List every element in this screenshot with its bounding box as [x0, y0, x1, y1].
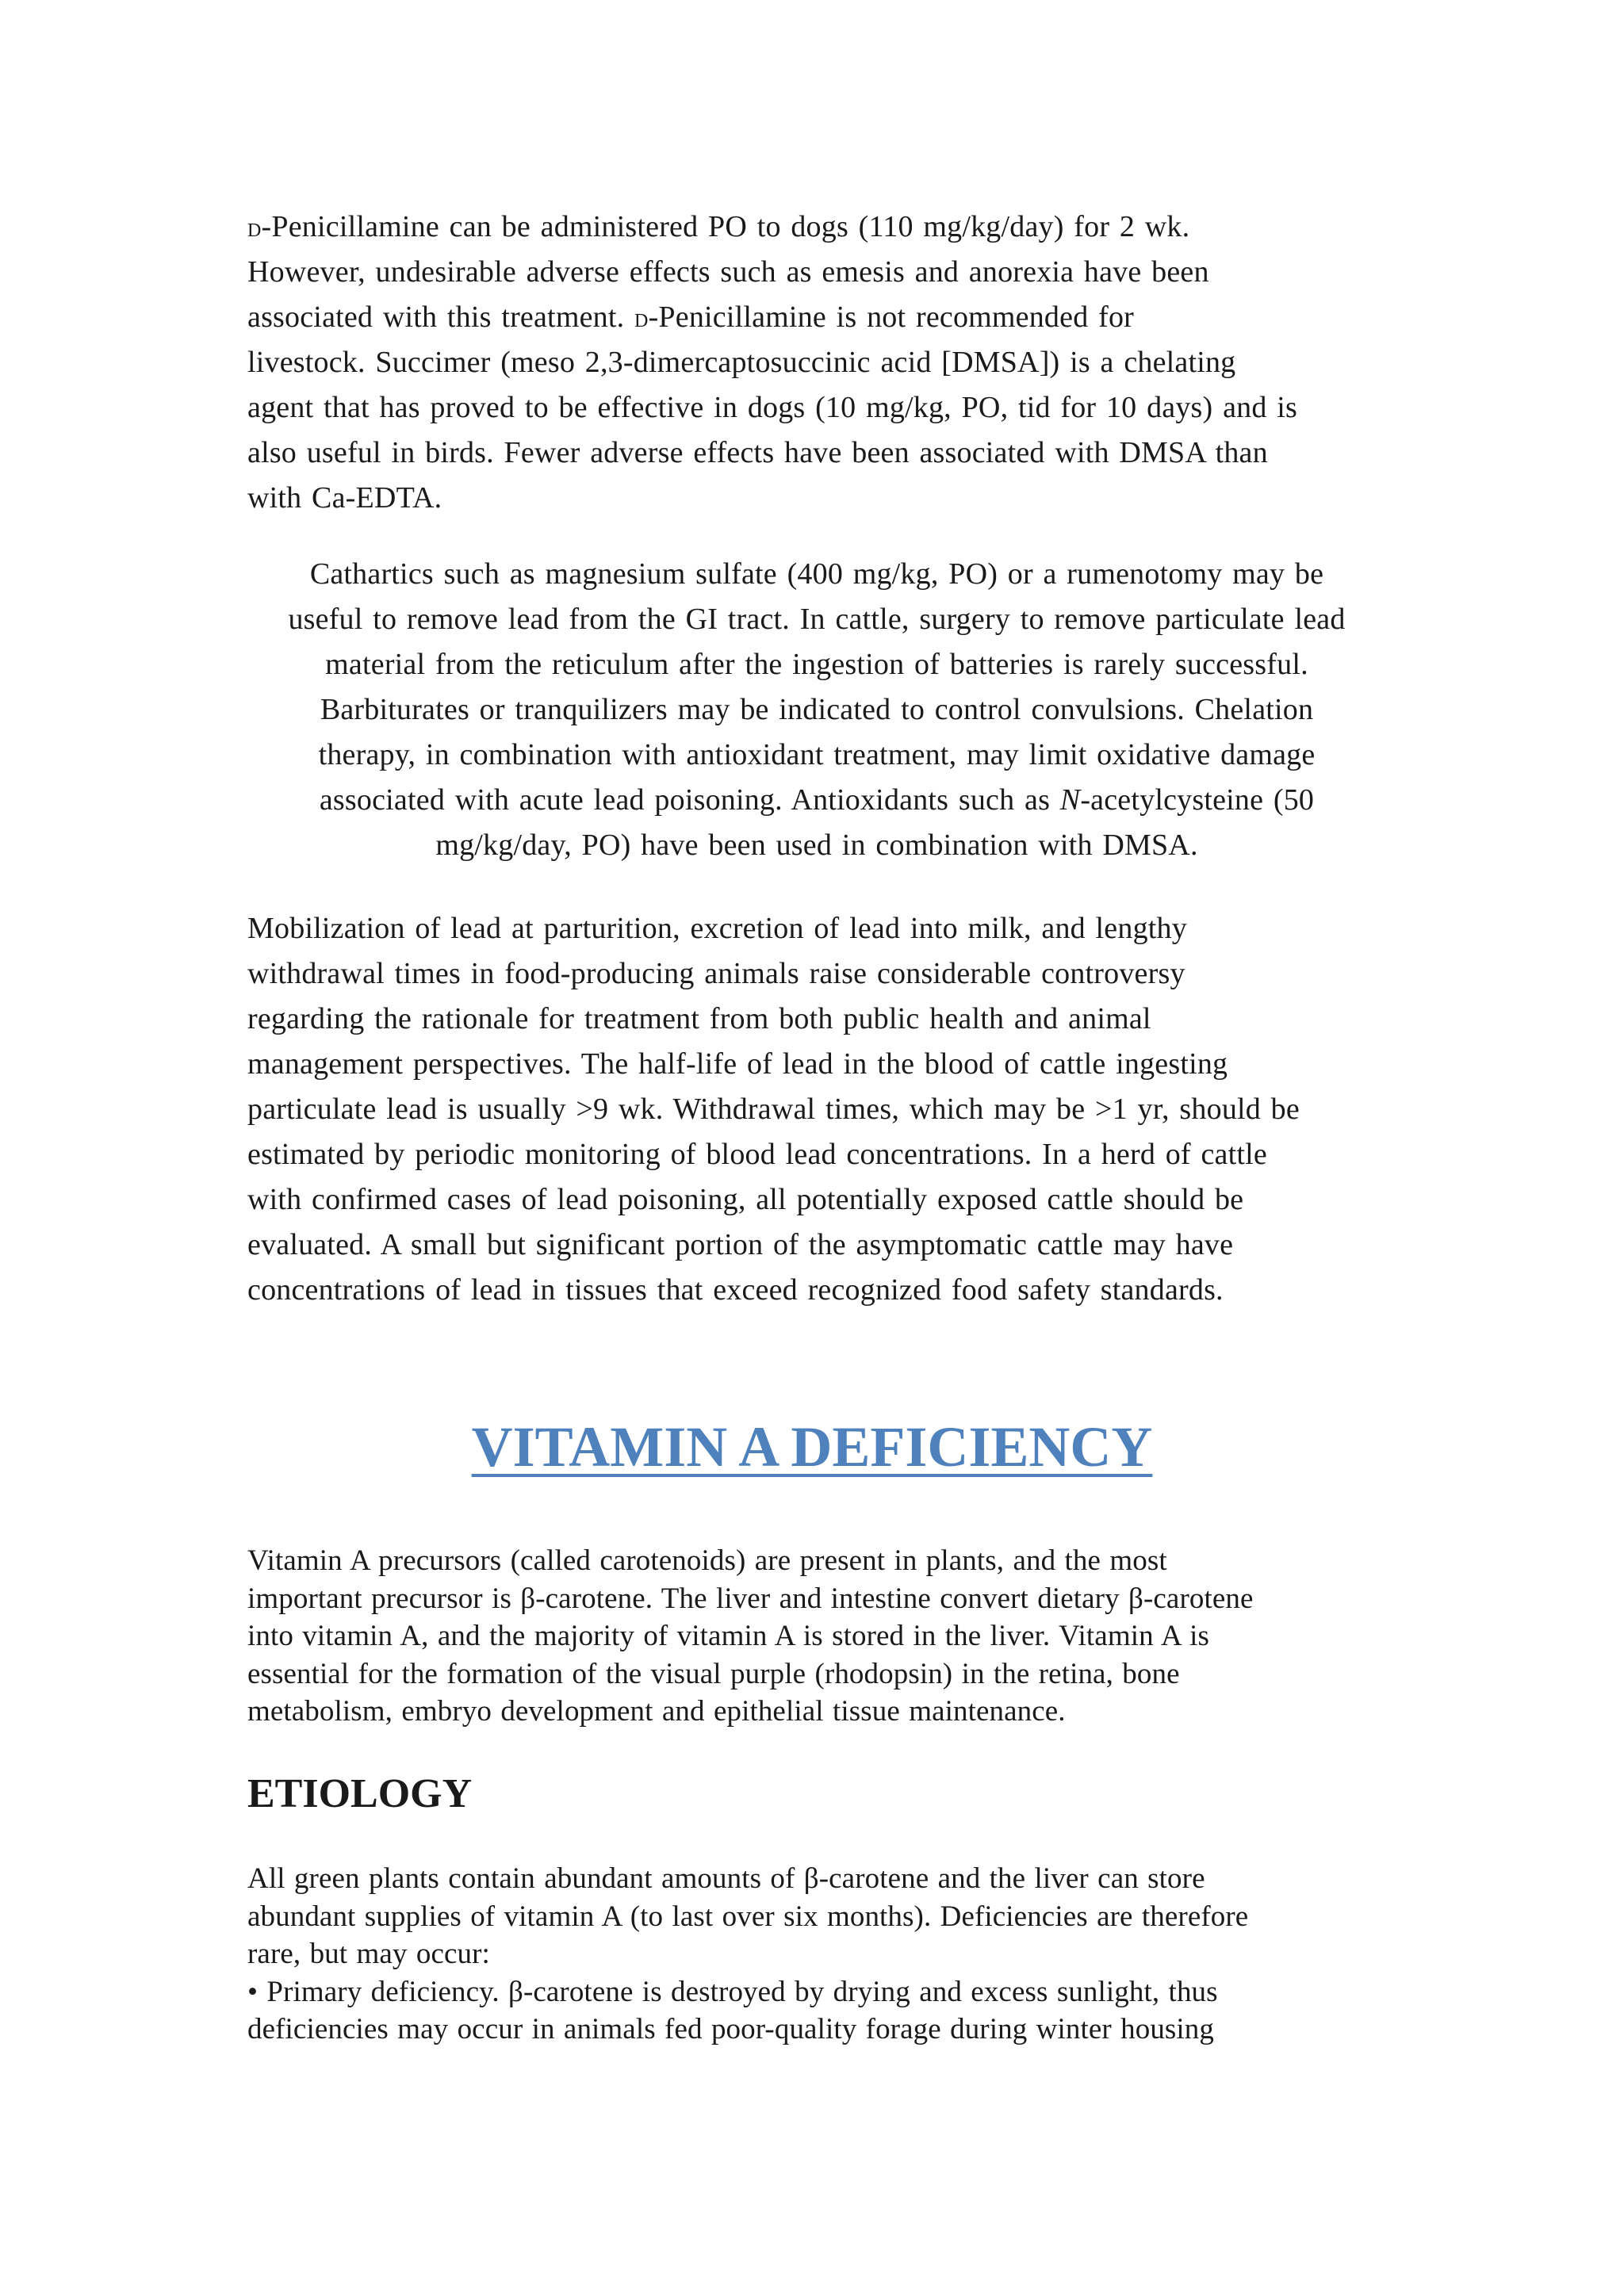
section-title: VITAMIN A DEFICIENCY — [471, 1415, 1153, 1479]
text-run: -Penicillamine can be administered PO to dogs (110 mg/kg/day) for 2 wk. — [261, 210, 1190, 243]
text-line: agent that has proved to be effective in dogs (10 mg/kg, PO, tid for 10 days) and is — [247, 391, 1298, 424]
text-line: also useful in birds. Fewer adverse effects have been associated with DMSA than — [247, 436, 1268, 469]
text-line: important precursor is β-carotene. The liver and intestine convert dietary β-carotene — [247, 1582, 1254, 1615]
text-run: -acetylcysteine (50 — [1080, 783, 1315, 817]
text-line: essential for the formation of the visual purple (rhodopsin) in the retina, bone — [247, 1657, 1180, 1690]
text-line: concentrations of lead in tissues that exceed recognized food safety standards. — [247, 1273, 1224, 1307]
text-line: useful to remove lead from the GI tract. In cattle, surgery to remove particulate lead — [288, 603, 1346, 636]
text-line: However, undesirable adverse effects such as emesis and anorexia have been — [247, 255, 1209, 289]
text-line: material from the reticulum after the ingestion of batteries is rarely successful. — [325, 648, 1308, 681]
text-line: into vitamin A, and the majority of vitamin A is stored in the liver. Vitamin A is — [247, 1620, 1209, 1652]
italic-letter: N — [1059, 783, 1081, 817]
text-line: Mobilization of lead at parturition, excretion of lead into milk, and lengthy — [247, 912, 1187, 945]
paragraph-etiology — [247, 1860, 1397, 2049]
text-line: with Ca-EDTA. — [247, 481, 442, 515]
paragraph-penicillamine — [247, 205, 1389, 521]
text-line: deficiencies may occur in animals fed poor-quality forage during winter housing — [247, 2013, 1214, 2045]
text-line: livestock. Succimer (meso 2,3-dimercaptosuccinic acid [DMSA]) is a chelating — [247, 346, 1236, 379]
text-run: associated with this treatment. — [247, 300, 635, 334]
paragraph-vitamin-a-intro — [247, 1542, 1397, 1731]
text-run: -Penicillamine is not recommended for — [648, 300, 1135, 334]
small-caps-prefix: d — [634, 302, 649, 333]
text-line — [247, 205, 1389, 250]
text-line: • Primary deficiency. β-carotene is destroyed by drying and excess sunlight, thus — [247, 1975, 1218, 2008]
text-line: All green plants contain abundant amounts of β-carotene and the liver can store — [247, 1862, 1205, 1895]
paragraph-cathartics — [238, 552, 1396, 868]
text-line — [238, 778, 1396, 823]
small-caps-prefix: d — [247, 212, 262, 243]
text-line: therapy, in combination with antioxidant treatment, may limit oxidative damage — [318, 738, 1316, 771]
text-line — [247, 295, 1389, 340]
text-line: estimated by periodic monitoring of blood lead concentrations. In a herd of cattle — [247, 1138, 1267, 1171]
text-line: withdrawal times in food-producing animals raise considerable controversy — [247, 957, 1185, 990]
text-line: regarding the rationale for treatment from both public health and animal — [247, 1002, 1151, 1035]
text-line: mg/kg/day, PO) have been used in combination with DMSA. — [435, 828, 1198, 862]
text-run: associated with acute lead poisoning. Antioxidants such as — [319, 783, 1060, 817]
text-line: particulate lead is usually >9 wk. Withdrawal times, which may be >1 yr, should be — [247, 1093, 1300, 1126]
subheading-etiology: ETIOLOGY — [247, 1771, 473, 1816]
text-line: Vitamin A precursors (called carotenoids) are present in plants, and the most — [247, 1544, 1167, 1577]
text-line: abundant supplies of vitamin A (to last over six months). Deficiencies are therefore — [247, 1900, 1249, 1933]
text-line: metabolism, embryo development and epithelial tissue maintenance. — [247, 1695, 1066, 1728]
text-line: management perspectives. The half-life of lead in the blood of cattle ingesting — [247, 1047, 1228, 1081]
text-line: rare, but may occur: — [247, 1938, 490, 1970]
text-line: Cathartics such as magnesium sulfate (400 mg/kg, PO) or a rumenotomy may be — [309, 557, 1324, 591]
paragraph-mobilization — [247, 906, 1397, 1313]
text-line: Barbiturates or tranquilizers may be indicated to control convulsions. Chelation — [320, 693, 1314, 726]
text-line: evaluated. A small but significant portion of the asymptomatic cattle may have — [247, 1228, 1234, 1261]
text-line: with confirmed cases of lead poisoning, all potentially exposed cattle should be — [247, 1183, 1244, 1216]
